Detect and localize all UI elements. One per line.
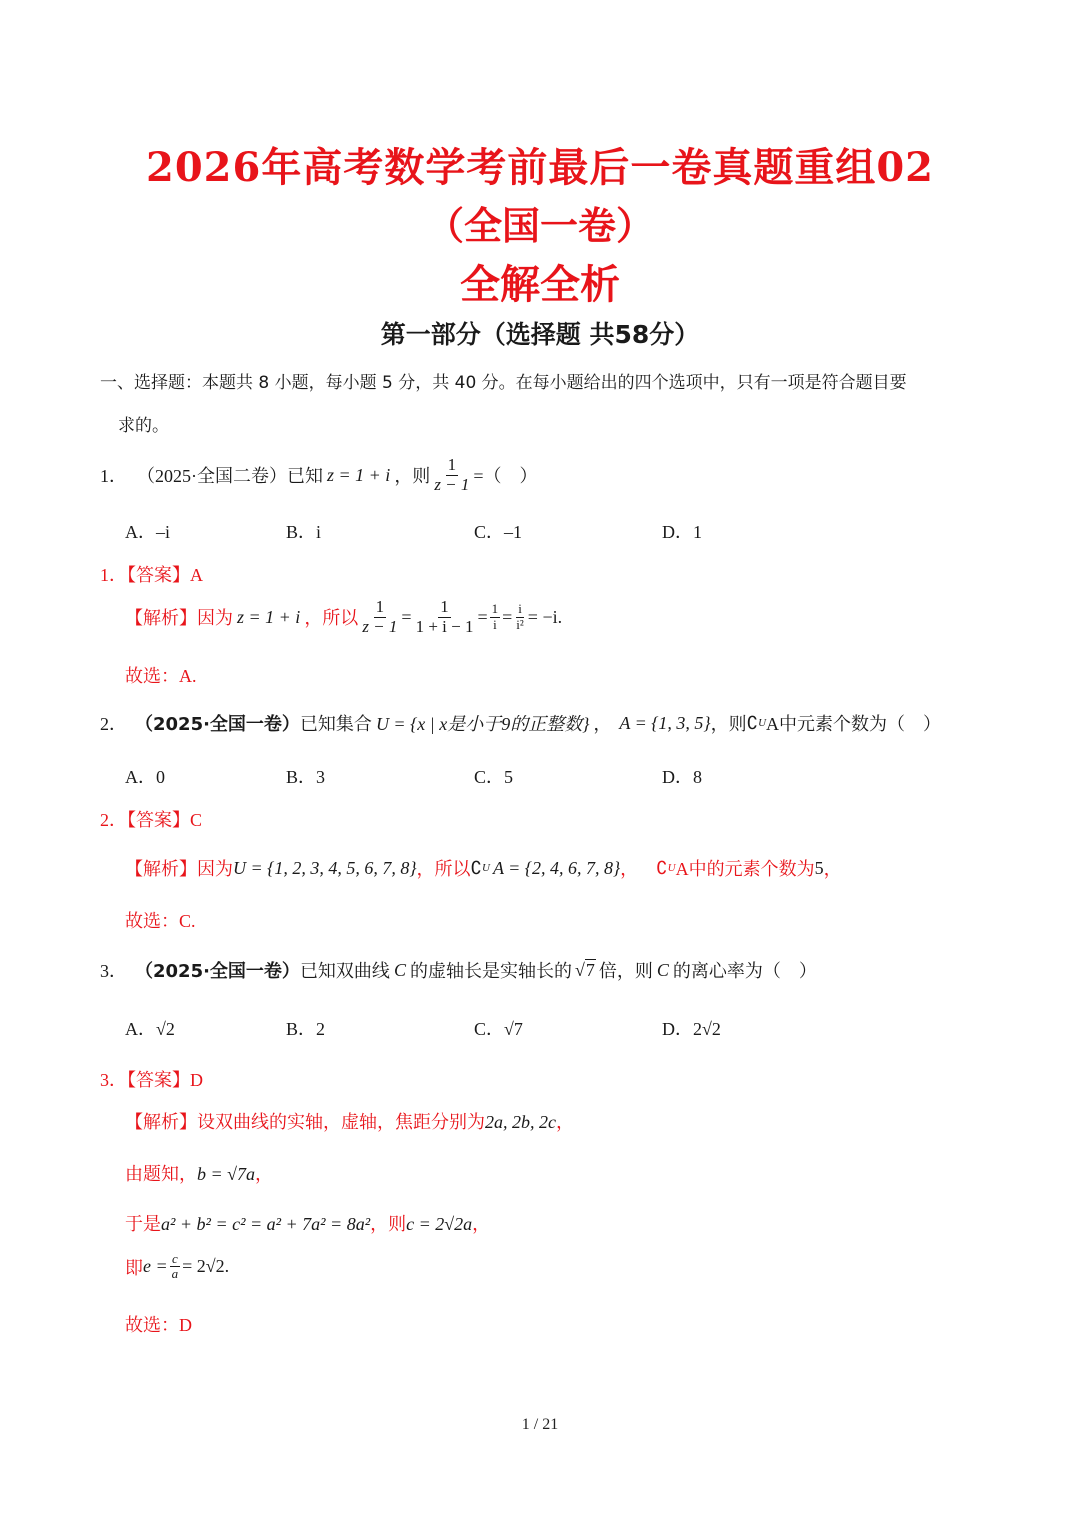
math-expr: z = 1 + i — [237, 606, 301, 627]
math-expr: 5 — [814, 857, 824, 878]
question-text: 的离心率为（ ） — [672, 961, 817, 981]
math-expr: b = √7a — [197, 1164, 256, 1184]
answer-2: 2．【答案】C — [100, 810, 203, 830]
analysis-1: 【解析】因为 z = 1 + i ，所以 $\frac{1}{z - 1}$ = $\frac{1}{1 + i - 1}$ = $\frac{1}{i}$ = $\frac{i}{\text{i²}}$ = −i. — [125, 597, 563, 636]
option-b: B．2 — [286, 1019, 326, 1039]
fraction — [360, 598, 399, 636]
analysis-3-line1: 【解析】设双曲线的实轴，虚轴，焦距分别为2a, 2b, 2c， — [125, 1112, 574, 1132]
question-text: 已知 — [287, 466, 323, 487]
subscript: U — [758, 717, 767, 729]
frac-den: z − 1 — [434, 474, 470, 494]
option-c: C．–1 — [474, 522, 523, 542]
radicand: 7 — [585, 959, 595, 980]
math-expr: a² + b² = c² = a² + 7a² = 8a² — [161, 1214, 371, 1234]
conclusion-1: 故选：A. — [125, 666, 197, 686]
analysis-text: 由题知， — [125, 1164, 197, 1184]
question-text: A中元素个数为（ ） — [766, 714, 942, 734]
analysis-3-line2: 由题知，b = √7a， — [125, 1164, 274, 1184]
analysis-3-line3: 于是a² + b² = c² = a² + 7a² = 8a²，则c = 2√2a， — [125, 1214, 491, 1234]
frac-den: 1 + i − 1 — [415, 616, 474, 636]
frac-den: a — [171, 1266, 179, 1282]
question-2: 2． （2025·全国一卷） 已知集合 U = {x | x是小于9的正整数} ， A = {1, 3, 5} ，则 ∁ U A中元素个数为（ ） — [100, 710, 941, 736]
math-expr: C — [393, 959, 406, 980]
conclusion-2: 故选：C. — [125, 911, 196, 931]
subscript: U — [482, 862, 490, 874]
question-1 — [100, 456, 538, 494]
analysis-text: ，则 — [370, 1214, 407, 1234]
option-d: D．2√2 — [662, 1019, 721, 1039]
subscript: U — [667, 862, 676, 874]
page-number: 1 / 21 — [521, 1416, 559, 1433]
analysis-text: = −i. — [527, 606, 563, 627]
math-expr: c = 2√2a — [406, 1214, 473, 1234]
complement-symbol: ∁ — [470, 857, 482, 878]
sqrt-expr: √7 — [574, 959, 595, 980]
frac-num: 1 — [447, 455, 457, 474]
complement-symbol: ∁ — [746, 712, 759, 733]
question-source: （2025·全国一卷） — [135, 961, 300, 982]
analysis-text: 【解析】因为 — [125, 608, 233, 629]
analysis-text: A中的元素个数为 — [675, 859, 815, 879]
frac-num: 1 — [440, 597, 449, 616]
math-expr: = 2√2. — [182, 1256, 230, 1277]
question-text: 已知集合 — [299, 714, 372, 734]
section-intro-line1: 一、选择题：本题共 8 小题，每小题 5 分，共 40 分。在每小题给出的四个选项中，只有一项是符合题目要 — [100, 373, 907, 393]
answer-1: 1．【答案】A — [100, 565, 203, 585]
question-number: 2． — [100, 714, 127, 734]
analysis-text: 即 — [125, 1257, 143, 1278]
math-expr: U = {x | x是小于9的正整数} — [375, 714, 590, 734]
question-text: 的虚轴长是实轴长的 — [409, 961, 572, 981]
doc-title-line3: 全解全析 — [460, 262, 620, 308]
math-expr: 2a, 2b, 2c — [485, 1112, 556, 1132]
math-expr: A = {1, 3, 5} — [619, 712, 711, 733]
question-number: 1． — [100, 466, 127, 487]
math-expr: U = {1, 2, 3, 4, 5, 6, 7, 8} — [233, 857, 417, 878]
section-intro-line2: 求的。 — [118, 416, 169, 436]
fraction — [414, 598, 476, 636]
analysis-text: 【解析】设双曲线的实轴，虚轴，焦距分别为 — [125, 1112, 485, 1132]
frac-num: 1 — [375, 597, 385, 616]
option-d: D．8 — [662, 767, 702, 787]
option-a: A．–i — [125, 522, 170, 542]
option-c: C．√7 — [474, 1019, 523, 1039]
option-a: A．0 — [125, 767, 165, 787]
frac-num: 1 — [491, 601, 499, 617]
option-b: B．3 — [286, 767, 326, 787]
option-d: D．1 — [662, 522, 702, 542]
question-text: =（ ） — [473, 466, 538, 487]
frac-den: z − 1 — [362, 616, 398, 636]
question-text: 已知双曲线 — [299, 961, 390, 981]
analysis-text: 【解析】因为 — [125, 859, 233, 879]
question-source: （2025·全国一卷） — [135, 714, 300, 735]
option-b: B．i — [286, 522, 322, 542]
question-number: 3． — [100, 961, 127, 981]
fraction — [170, 1252, 181, 1282]
analysis-2: 【解析】因为 U = {1, 2, 3, 4, 5, 6, 7, 8} ，所以 ∁ U A = {2, 4, 6, 7, 8} ， ∁ U A中的元素个数为 5 ， — [125, 855, 842, 881]
analysis-text: ，所以 — [416, 859, 471, 879]
option-c: C．5 — [474, 767, 514, 787]
analysis-text: 于是 — [125, 1214, 161, 1234]
doc-title-line2: （全国一卷） — [425, 203, 654, 248]
question-text: ，则 — [394, 466, 431, 487]
option-a: A．√2 — [125, 1019, 175, 1039]
question-3 — [100, 957, 817, 983]
fraction — [490, 602, 501, 632]
part-heading: 第一部分（选择题 共58分） — [380, 320, 700, 349]
frac-num: c — [172, 1251, 178, 1266]
question-source: （2025·全国二卷） — [137, 466, 287, 487]
analysis-3-line4: 即 e = $\frac{c}{a}$ = 2√2. — [125, 1251, 230, 1282]
complement-symbol: ∁ — [656, 857, 668, 878]
question-text: ，则 — [710, 714, 747, 734]
question-text: 倍，则 — [598, 961, 653, 981]
frac-den: i — [493, 616, 497, 632]
frac-den: i² — [516, 616, 524, 632]
frac-num: i — [518, 601, 522, 617]
analysis-text: ，所以 — [304, 608, 359, 629]
doc-title-line1: 2026年高考数学考前最后一卷真题重组02 — [146, 144, 934, 191]
math-expr: z = 1 + i — [327, 464, 391, 485]
answer-3: 3．【答案】D — [100, 1070, 203, 1090]
conclusion-3: 故选：D — [125, 1315, 192, 1335]
fraction — [432, 456, 471, 494]
math-expr: C — [656, 959, 669, 980]
math-expr: A = {2, 4, 6, 7, 8} — [492, 857, 621, 878]
fraction — [514, 602, 526, 632]
